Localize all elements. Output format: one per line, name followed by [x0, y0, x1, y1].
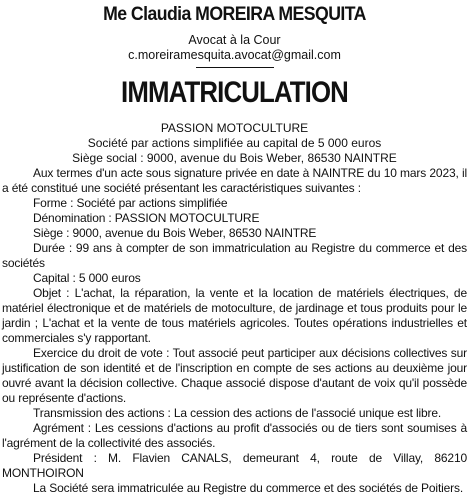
paragraph-transmission: Transmission des actions : La cession des actions de l'associé unique est libre. [33, 406, 442, 420]
company-name: PASSION MOTOCULTURE [160, 121, 309, 135]
company-form-capital: Société par actions simplifiée au capital de 5 000 euros [87, 136, 382, 150]
paragraph-intro: Aux termes d'un acte sous signature privée en date à NAINTRE du 10 mars 2023, il a été constitué une société présentant les caractéristiques suivantes : [2, 166, 467, 195]
paragraph-objet: Objet : L'achat, la réparation, la vente et la location de matériels électriques, de matériel électronique et de matériels de motoculture, de jardinage et tous produits pour le jardin ; L'achat et la vente de tous matériels agricoles. Toutes opérations industrielles et commerciales s'y rapportant. [2, 286, 467, 345]
paragraph-siege: Siège : 9000, avenue du Bois Weber, 86530 NAINTRE [33, 226, 317, 240]
paragraph-capital: Capital : 5 000 euros [33, 271, 141, 285]
notice-title: IMMATRICULATION [121, 76, 348, 109]
paragraph-agrement: Agrément : Les cessions d'actions au profit d'associés ou de tiers sont soumises à l'agrément de la collectivité des associés. [2, 421, 467, 450]
paragraph-duree: Durée : 99 ans à compter de son immatriculation au Registre du commerce et des sociétés [2, 241, 467, 270]
notice-body [2, 166, 467, 496]
company-block [2, 121, 467, 166]
divider-rule [196, 67, 274, 68]
paragraph-president: Président : M. Flavien CANALS, demeurant 4, route de Villay, 86210 MONTHOIRON [2, 451, 467, 480]
lawyer-header [2, 4, 467, 68]
paragraph-registration: La Société sera immatriculée au Registre du commerce et des sociétés de Poitiers. [33, 481, 464, 495]
paragraph-forme: Forme : Société par actions simplifiée [33, 196, 228, 210]
lawyer-title: Avocat à la Cour [188, 33, 281, 47]
lawyer-email: c.moreiramesquita.avocat@gmail.com [128, 48, 341, 62]
paragraph-vote: Exercice du droit de vote : Tout associé peut participer aux décisions collectives sur justification de son identité et de l'inscription en compte de ses actions au deuxième jour ouvré avant la décision collective. Chaque associé dispose d'autant de voix qu'il possède ou représente d'actions. [2, 346, 467, 405]
lawyer-name: Me Claudia MOREIRA MESQUITA [103, 4, 366, 25]
company-seat: Siège social : 9000, avenue du Bois Weber, 86530 NAINTRE [72, 151, 397, 165]
paragraph-denomination: Dénomination : PASSION MOTOCULTURE [33, 211, 260, 225]
